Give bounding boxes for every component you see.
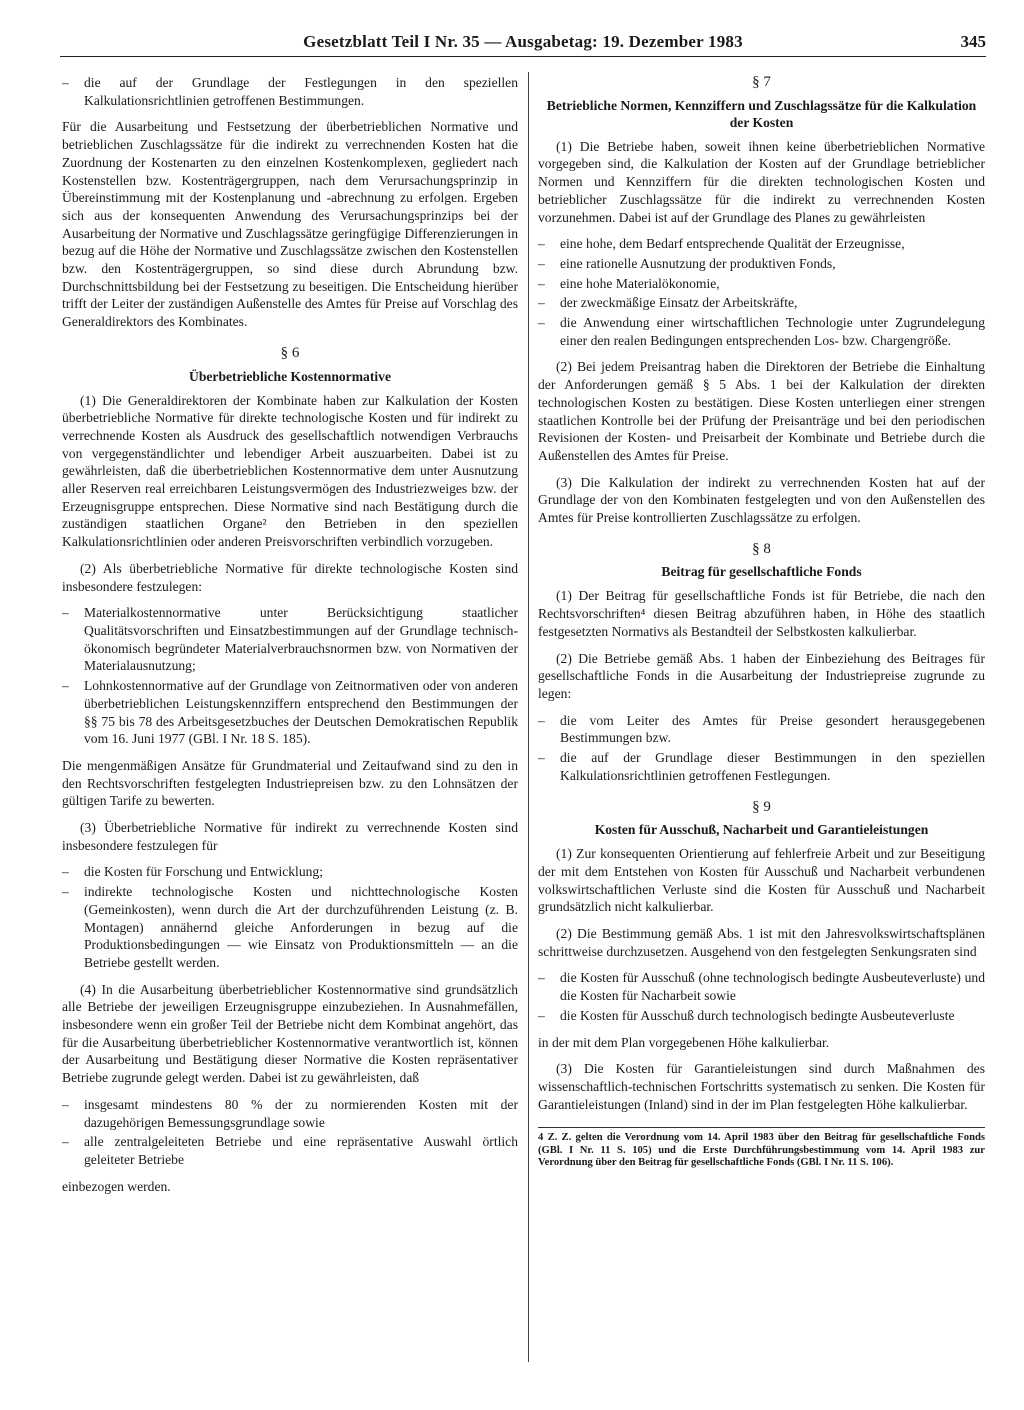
section-title: Betriebliche Normen, Kennziffern und Zuschlagssätze für die Kalkulation der Kosten: [546, 97, 977, 130]
list-item: – eine hohe, dem Bedarf entsprechende Qualität der Erzeugnisse,: [538, 235, 985, 253]
column-divider: [528, 72, 529, 1362]
paragraph: (3) Die Kosten für Garantieleistungen sind durch Maßnahmen des wissenschaftlich-technischen Fortschritts systematisch zu senken. Die Kosten für Garantieleistungen (Inland) sind in der im Plan festgelegten Höhe kalkulierbar.: [538, 1061, 985, 1112]
section-number: § 6: [280, 344, 300, 361]
dash-list: [62, 863, 518, 971]
paragraph: (3) Überbetriebliche Normative für indirekt zu verrechnende Kosten sind insbesondere festzulegen für: [62, 820, 518, 853]
paragraph: (2) Bei jedem Preisantrag haben die Direktoren der Betriebe die Einhaltung der Anforderungen gemäß § 5 Abs. 1 bei der Kalkulation der direkten technologischen Kosten zu bestätigen. Diese Kosten unterliegen einer strengen staatlichen Kontrolle bei der Prüfung der Preisanträge und bei den periodischen Revisionen der Kosten- und Preisarbeit der Kombinate und Betriebe durch die Außenstellen des Amtes für Preise.: [538, 359, 985, 463]
paragraph: (2) Die Betriebe gemäß Abs. 1 haben der Einbeziehung des Beitrages für gesellschaftliche Fonds in die Ausarbeitung der Industriepreise zugrunde zu legen:: [538, 650, 985, 701]
dash-list: [62, 1096, 518, 1169]
list-item: – der zweckmäßige Einsatz der Arbeitskräfte,: [538, 294, 985, 312]
section-number: § 7: [752, 74, 771, 90]
list-item: – Materialkostennormative unter Berücksichtigung staatlicher Qualitätsvorschriften und Einsatzbestimmungen auf der Grundlage technisch-ökonomisch begründeter Materialverbrauchsnormen bzw. von Normativen der Materialausnutzung;: [62, 604, 518, 675]
list-item: – eine rationelle Ausnutzung der produktiven Fonds,: [538, 255, 985, 273]
list-item: – die Kosten für Forschung und Entwicklung;: [62, 863, 518, 881]
paragraph: (1) Die Betriebe haben, soweit ihnen keine überbetrieblichen Normative vorgegeben sind, die Kalkulation der Kosten auf der Grundlage betrieblicher Normen und Kennziffern für die direkten technologischen Kosten und betrieblicher Zuschlagssätze für die indirekt zu verrechnenden Kosten vorzunehmen. Dabei ist auf der Grundlage des Planes zu gewährleisten: [538, 138, 985, 225]
list-item: – alle zentralgeleiteten Betriebe und eine repräsentative Auswahl örtlich geleiteter Betriebe: [62, 1133, 518, 1168]
header-title: Gesetzblatt Teil I Nr. 35 — Ausgabetag: 19. Dezember 1983: [303, 32, 743, 51]
section-title: Kosten für Ausschuß, Nacharbeit und Garantieleistungen: [594, 822, 929, 838]
paragraph: Die mengenmäßigen Ansätze für Grundmaterial und Zeitaufwand sind zu den in den Rechtsvorschriften festgelegten Industriepreisen bzw. zu den Lohnsätzen der gültigen Tarife zu bewerten.: [62, 757, 518, 809]
paragraph: (1) Zur konsequenten Orientierung auf fehlerfreie Arbeit und zur Beseitigung der mit dem Entstehen von Kosten für Ausschuß und Nacharbeit verbundenen volkswirtschaftlichen Verluste sind die Kosten für Ausschuß und Nacharbeit grundsätzlich nicht kalkulierbar.: [538, 846, 985, 915]
list-item: – insgesamt mindestens 80 % der zu normierenden Kosten mit der dazugehörigen Bemessungsgrundlage sowie: [62, 1096, 518, 1131]
paragraph: in der mit dem Plan vorgegebenen Höhe kalkulierbar.: [538, 1034, 830, 1050]
footnote: 4 Z. Z. gelten die Verordnung vom 14. April 1983 über den Beitrag für gesellschaftliche Fonds (GBl. I Nr. 11 S. 105) und die Erste Durchführungsbestimmung vom 14. April 1983 zur Verordnung über den Beitrag für gesellschaftliche Fonds (GBl. I Nr. 11 S. 106).: [538, 1132, 985, 1169]
list-item: – die auf der Grundlage der Festlegungen in den speziellen Kalkulationsrichtlinien getroffenen Bestimmungen.: [62, 74, 518, 109]
list-item: – indirekte technologische Kosten und nichttechnologische Kosten (Gemeinkosten), wenn durch die Art der durchzuführenden Leistung (z. B. Montagen) annähernd gleiche Anforderungen in bezug auf die Produktionsbedingungen — wie Einsatz von Produktionsmitteln — an die Betriebe gestellt werden.: [62, 883, 518, 972]
dash-list: [538, 712, 985, 785]
right-column: [538, 74, 985, 1170]
section-number: § 8: [752, 540, 771, 557]
page-header: [60, 30, 986, 57]
section-number: § 9: [752, 798, 771, 815]
paragraph: einbezogen werden.: [62, 1178, 171, 1194]
list-item: – eine hohe Materialökonomie,: [538, 275, 985, 293]
left-column: [62, 74, 518, 1204]
section-title: Beitrag für gesellschaftliche Fonds: [661, 564, 862, 580]
paragraph: Für die Ausarbeitung und Festsetzung der überbetrieblichen Normative und betrieblichen Zuschlagssätze für die indirekt zu verrechnenden Kosten hat die Zuordnung der Kostenarten zu den einzelnen Kostenkomplexen, gegliedert nach Kostenstellen bzw. Kostenträgergruppen, nach dem Verursachungsprinzip in Übereinstimmung mit der Kostenplanung und -abrechnung zu erfolgen. Ergeben sich aus der konsequenten Anwendung des Verursachungsprinzips bei der Ausarbeitung der Normative und Zuschlagssätze geringfügige Differenzierungen in bezug auf die Höhe der Normative und Zuschlagssätze zwischen den Kostenstellen bzw. den Kostenträgergruppen, so sind diese durch Abrundung bzw. Durchschnittsbildung bei der Festsetzung zu beseitigen. Die Entscheidung hierüber trifft der Leiter der zuständigen Außenstelle des Amtes für Preise auf Vorschlag des Generaldirektors des Kombinates.: [62, 119, 518, 330]
paragraph: (3) Die Kalkulation der indirekt zu verrechnenden Kosten hat auf der Grundlage der von den Kombinaten festgelegten und von den Außenstellen des Amtes für Preise kontrollierten Zuschlagssätze zu erfolgen.: [538, 474, 985, 526]
list-item: – die vom Leiter des Amtes für Preise gesondert herausgegebenen Bestimmungen bzw.: [538, 712, 985, 747]
paragraph: (1) Die Generaldirektoren der Kombinate haben zur Kalkulation der Kosten überbetriebliche Normative für direkte technologische Kosten und für indirekt zu verrechnende Kosten als Ausdruck des gesellschaftlich notwendigen Verbrauchs von vergegenständlichter und lebendiger Arbeit auszuarbeiten. Dabei ist zu gewährleisten, daß die überbetrieblichen Kostennormative dem unter Ausnutzung aller Reserven real erreichbaren Leistungsvermögen des Industriezweiges bzw. der Erzeugnisgruppe entsprechen. Diese Normative sind nach Bestätigung durch die zuständigen staatlichen Organe² den Betrieben in den speziellen Kalkulationsrichtlinien oder anderen Preisvorschriften verbindlich vorzugeben.: [62, 392, 518, 550]
paragraph: (2) Als überbetriebliche Normative für direkte technologische Kosten sind insbesondere festzulegen:: [62, 560, 518, 594]
paragraph: (2) Die Bestimmung gemäß Abs. 1 ist mit den Jahresvolkswirtschaftsplänen schrittweise durchzusetzen. Ausgehend von den festgelegten Senkungsraten sind: [538, 926, 985, 959]
paragraph: (4) In die Ausarbeitung überbetrieblicher Kostennormative sind grundsätzlich alle Betriebe der jeweiligen Erzeugnisgruppe einzubeziehen. In Ausnahmefällen, insbesondere wenn ein großer Teil der Betriebe nicht dem Kombinat angehört, das für die Ausarbeitung überbetrieblicher Kostennormative verantwortlich ist, können der Ausarbeitung und Bestätigung dieser Normative die Kosten repräsentativer Betriebe zugrunde gelegt werden. Dabei ist zu gewährleisten, daß: [62, 981, 518, 1086]
section-title: Überbetriebliche Kostennormative: [189, 368, 391, 384]
dash-list: [538, 969, 985, 1024]
list-item: – die Kosten für Ausschuß durch technologisch bedingte Ausbeuteverluste: [538, 1007, 985, 1025]
dash-list: [538, 235, 985, 349]
list-item: – die Kosten für Ausschuß (ohne technologisch bedingte Ausbeuteverluste) und die Kosten für Nacharbeit sowie: [538, 969, 985, 1004]
paragraph: (1) Der Beitrag für gesellschaftliche Fonds ist für Betriebe, die nach den Rechtsvorschriften⁴ diesen Beitrag abzuführen haben, in Höhe des staatlich festgesetzten Normativs als Bestandteil der Selbstkosten kalkulierbar.: [538, 588, 985, 639]
list-item: – Lohnkostennormative auf der Grundlage von Zeitnormativen oder von anderen überbetrieblichen Leistungskennziffern entsprechend den Bestimmungen der §§ 75 bis 78 des Arbeitsgesetzbuches der Deutschen Demokratischen Republik vom 16. Juni 1977 (GBl. I Nr. 18 S. 185).: [62, 677, 518, 748]
footnotes: [538, 1127, 985, 1170]
intro-list: [62, 74, 518, 109]
dash-list: [62, 604, 518, 748]
list-item: – die Anwendung einer wirtschaftlichen Technologie unter Zugrundelegung einer den realen Bedingungen entsprechenden Los- bzw. Chargengröße.: [538, 314, 985, 349]
page-number: 345: [960, 32, 986, 51]
list-item: – die auf der Grundlage dieser Bestimmungen in den speziellen Kalkulationsrichtlinien getroffenen Festlegungen.: [538, 749, 985, 784]
